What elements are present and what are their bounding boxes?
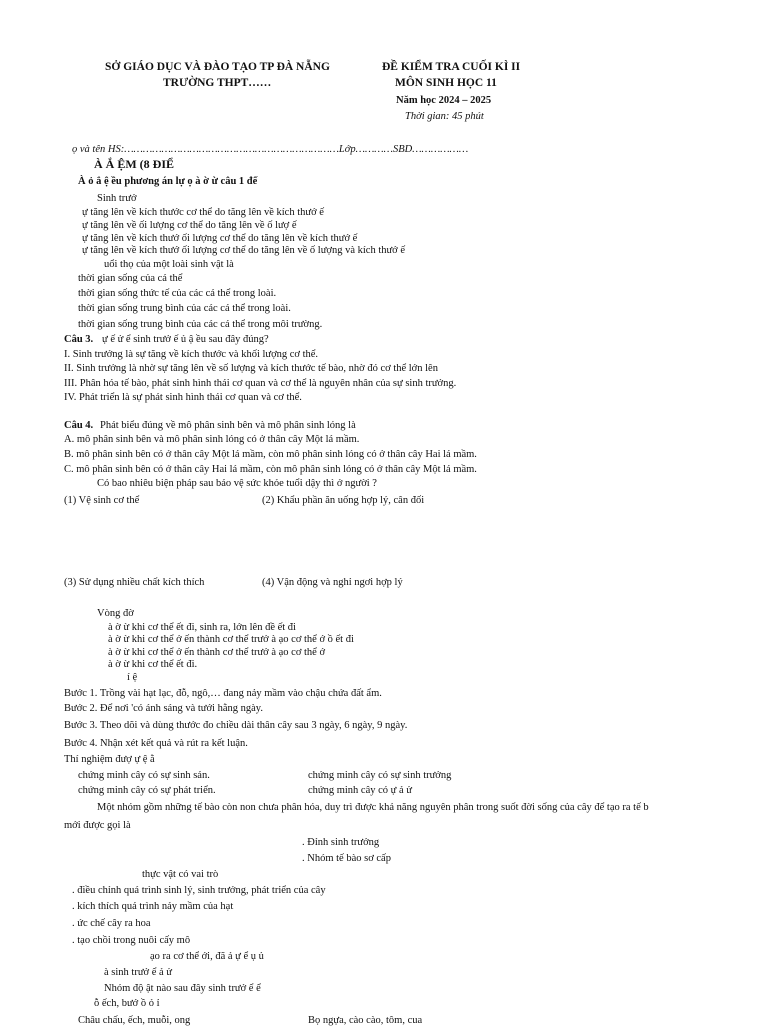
q9-stem: thực vật có vai trò (142, 869, 219, 880)
q8-option-b: . Nhóm tế bào sơ cấp (302, 853, 391, 864)
q6-option-d: à ờ ừ khi cơ thể ết đi. (108, 659, 198, 670)
q8-stem-line2: mới được gọi là (64, 820, 131, 831)
q3-label: Câu 3. (64, 334, 94, 345)
q1-option-c: ự tăng lên về kích thướ ối lượng cơ thể do tăng lên về kích thướ ế (82, 233, 358, 244)
q5-stem: Có bao nhiêu biện pháp sau bảo vệ sức khỏe tuổi dậy thì ở người ? (97, 478, 377, 489)
q11-line2: ỗ ếch, bướ ồ ỏ ỉ (94, 998, 160, 1009)
q7-option-d: chứng minh cây có ự ả ử (308, 785, 412, 796)
q9-option-b: . kích thích quá trình nảy mầm của hạt (72, 901, 234, 912)
q6-option-b: à ờ ừ khi cơ thể ở ến thành cơ thể trưở à ạo cơ thể ớ ồ ết đi (108, 634, 354, 645)
q4-option-b: B. mô phân sinh bên có ở thân cây Một lá mầm, còn mô phân sinh lóng có ở thân cây Hai lá mầm. (64, 449, 477, 460)
q7-step-4: Bước 4. Nhận xét kết quả và rút ra kết luận. (64, 738, 248, 749)
exam-time: Thời gian: 45 phút (405, 111, 484, 122)
q4-label: Câu 4. (64, 420, 94, 431)
q4-option-c: C. mô phân sinh bên có ở thân cây Hai lá mầm, còn mô phân sinh lóng có ở thân cây Một lá mầm. (64, 464, 477, 475)
q10-stem: ạo ra cơ thể ới, đã ả ự ể ụ ủ (150, 951, 264, 962)
q9-option-a: . điều chỉnh quá trình sinh lý, sinh trưởng, phát triển của cây (72, 885, 326, 896)
student-info-line: ọ và tên HS:……………………………………………………………Lớp…………SBD……………… (72, 144, 469, 155)
q1-option-d: ự tăng lên về kích thướ ối lượng cơ thể do tăng lên về ố lượng và kích thướ ế (82, 245, 406, 256)
q6-stem: Vòng đờ (97, 608, 134, 619)
q8-option-a: . Đỉnh sinh trưởng (302, 837, 380, 848)
department-name: SỞ GIÁO DỤC VÀ ĐÀO TẠO TP ĐÀ NẴNG (105, 61, 330, 73)
q5-item-2: (2) Khẩu phần ăn uống hợp lý, cân đối (262, 495, 425, 506)
q3-statement-4: IV. Phát triển là sự phát sinh hình thái cơ quan và cơ thể. (64, 392, 302, 403)
q2-stem: uổi thọ của một loài sinh vật là (104, 259, 234, 270)
q5-item-3: (3) Sử dụng nhiều chất kích thích (64, 577, 205, 588)
q7-option-a: chứng minh cây có sự sinh sản. (78, 770, 210, 781)
q11-option-b: Bọ ngựa, cào cào, tôm, cua (308, 1015, 423, 1026)
q11-option-a: Châu chấu, ếch, muỗi, ong (78, 1015, 191, 1026)
q7-prompt: Thí nghiệm đượ ự ệ ằ (64, 754, 155, 765)
exam-title: ĐỀ KIỂM TRA CUỐI KÌ II (382, 61, 521, 73)
q2-option-b: thời gian sống thức tế của các cá thể trong loài. (78, 288, 277, 299)
q7-step-1: Bước 1. Trồng vài hạt lạc, đỗ, ngô,… đang nảy mầm vào chậu chứa đất ẩm. (64, 688, 382, 699)
q7-stem: í ệ (127, 672, 138, 683)
q3-stem: ự ế ử ể sinh trưở ế ủ ậ ều sau đây đúng? (102, 334, 269, 345)
section-title: À Ắ ỆM (8 ĐIỂ (94, 157, 174, 171)
q9-option-d: . tạo chồi trong nuôi cấy mô (72, 935, 191, 946)
q6-option-c: à ờ ừ khi cơ thể ở ến thành cơ thể trưở à ạo cơ thể ớ (108, 647, 326, 658)
exam-subject: MÔN SINH HỌC 11 (395, 77, 497, 89)
q2-option-a: thời gian sống của cá thể (78, 273, 183, 284)
q9-option-c: . ức chế cây ra hoa (72, 918, 151, 929)
q2-option-c: thời gian sống trung bình của các cá thể trong loài. (78, 303, 291, 314)
q7-step-2: Bước 2. Để nơi 'có ánh sáng và tưới hằng ngày. (64, 703, 263, 714)
q3-statement-3: III. Phân hóa tế bào, phát sinh hình thái cơ quan và cơ thể là nguyên nhân của sự sinh trưởng. (64, 378, 457, 389)
q10-line2: à sinh trưở ể ả ử (104, 967, 172, 978)
q1-option-a: ự tăng lên về kích thước cơ thể do tăng lên về kích thướ ế (82, 207, 324, 218)
q2-option-d: thời gian sống trung bình của các cá thể trong môi trường. (78, 319, 323, 330)
school-year: Năm học 2024 – 2025 (396, 95, 492, 106)
q7-option-b: chứng minh cây có sự sinh trưởng (308, 770, 452, 781)
section-instruction: À ỏ ắ ệ ều phương án lự ọ à ờ ừ câu 1 đế (78, 176, 258, 187)
q3-statement-1: I. Sinh trưởng là sự tăng về kích thước và khối lượng cơ thể. (64, 349, 319, 360)
q11-stem: Nhóm độ ật nào sau đây sinh trưở ể ể (104, 983, 261, 994)
q1-stem: Sinh trưở (97, 193, 137, 204)
q6-option-a: à ờ ừ khi cơ thể ết đi, sinh ra, lớn lên đề ết đi (108, 622, 296, 633)
school-name: TRƯỜNG THPT…… (163, 77, 272, 89)
q1-option-b: ự tăng lên về ối lượng cơ thể do tăng lên về ố lượ ế (82, 220, 297, 231)
q5-item-4: (4) Vận động và nghỉ ngơi hợp lý (262, 577, 403, 588)
q5-item-1: (1) Vệ sinh cơ thể (64, 495, 140, 506)
q8-stem-line1: Một nhóm gồm những tế bào còn non chưa phân hóa, duy trì được khả năng nguyên phân trong suốt đời sống của cây để tạo ra tế b (97, 802, 649, 813)
q4-stem: Phát biểu đúng về mô phân sinh bên và mô phân sinh lóng là (100, 420, 356, 431)
q7-option-c: chứng minh cây có sự phát triển. (78, 785, 216, 796)
q7-step-3: Bước 3. Theo dõi và dùng thước đo chiều dài thân cây sau 3 ngày, 6 ngày, 9 ngày. (64, 720, 408, 731)
q4-option-a: A. mô phân sinh bên và mô phân sinh lóng có ở thân cây Một lá mầm. (64, 434, 360, 445)
q3-statement-2: II. Sinh trưởng là nhờ sự tăng lên về số lượng và kích thước tế bào, nhờ đó cơ thể lớn lên (64, 363, 438, 374)
